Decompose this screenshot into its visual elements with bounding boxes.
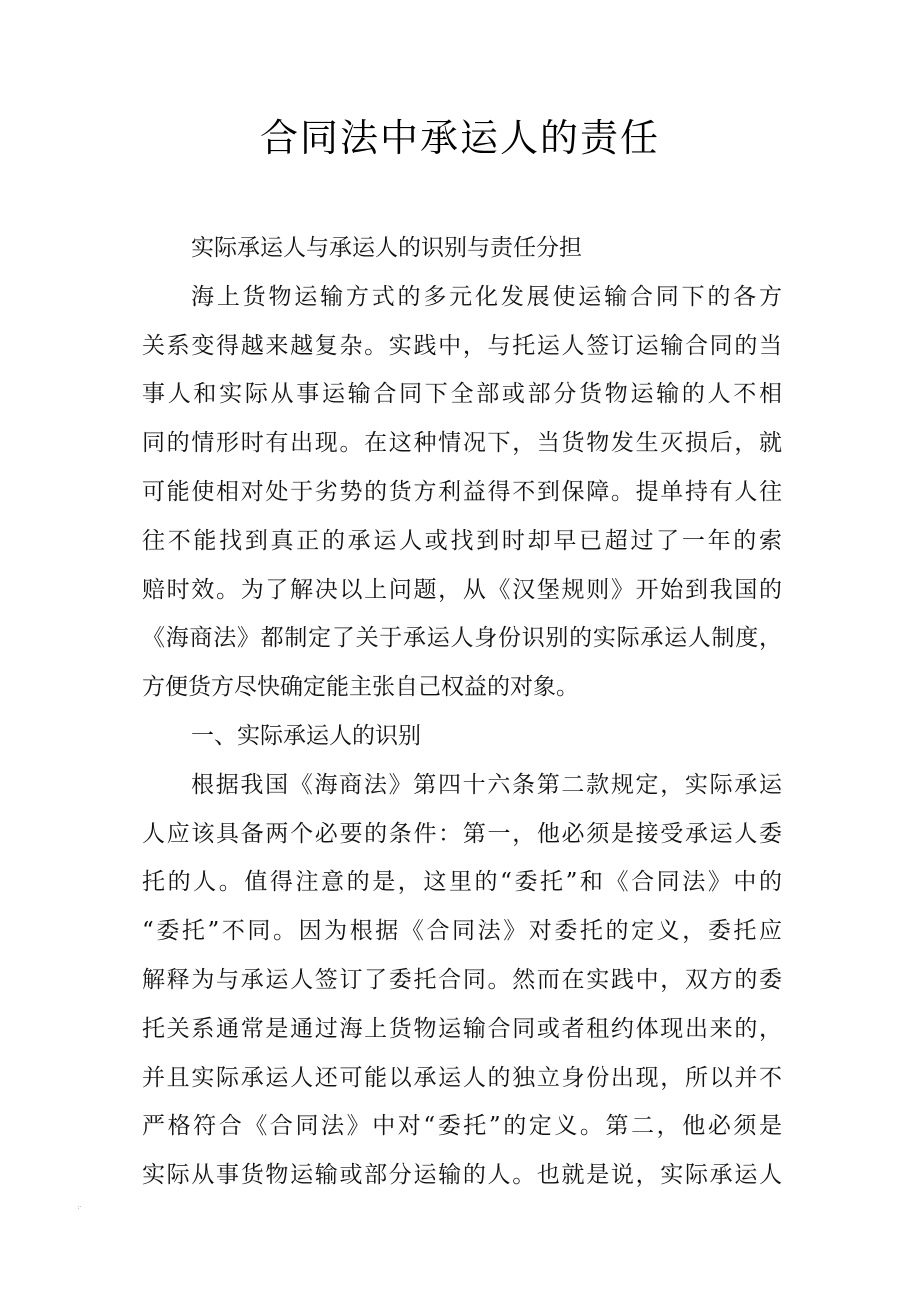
paragraph-line: 人应该具备两个必要的条件：第一，他必须是接受承运人委 xyxy=(142,820,782,847)
paragraph-line: 事人和实际从事运输合同下全部或部分货物运输的人不相 xyxy=(142,381,782,408)
paragraph-line: 托关系通常是通过海上货物运输合同或者租约体现出来的， xyxy=(142,1015,782,1042)
paragraph-line: 赔时效。为了解决以上问题，从《汉堡规则》开始到我国的 xyxy=(142,576,782,603)
paragraph-line: 方便货方尽快确定能主张自己权益的对象。 xyxy=(142,674,579,701)
paragraph-line: 严格符合《合同法》中对“委托”的定义。第二，他必须是 xyxy=(142,1113,782,1140)
paragraph-first-line: 根据我国《海商法》第四十六条第二款规定，实际承运 xyxy=(191,771,782,798)
document-title: 合同法中承运人的责任 xyxy=(259,116,660,160)
paragraph-line: 解释为与承运人签订了委托合同。然而在实践中，双方的委 xyxy=(142,966,782,993)
scan-artifact xyxy=(78,1206,81,1209)
paragraph-line: 并且实际承运人还可能以承运人的独立身份出现，所以并不 xyxy=(142,1064,782,1091)
paragraph-first-line: 一、实际承运人的识别 xyxy=(191,722,421,749)
paragraph-line: 《海商法》都制定了关于承运人身份识别的实际承运人制度， xyxy=(142,625,782,652)
paragraph-line: 往不能找到真正的承运人或找到时却早已超过了一年的索 xyxy=(142,527,782,554)
paragraph-line: 托的人。值得注意的是，这里的“委托”和《合同法》中的 xyxy=(142,869,782,896)
paragraph-line: “委托”不同。因为根据《合同法》对委托的定义，委托应 xyxy=(142,918,782,945)
paragraph-line: 同的情形时有出现。在这种情况下，当货物发生灭损后，就 xyxy=(142,430,782,457)
paragraph-first-line: 实际承运人与承运人的识别与责任分担 xyxy=(191,235,582,261)
paragraph-line: 关系变得越来越复杂。实践中，与托运人签订运输合同的当 xyxy=(142,332,782,359)
paragraph-line: 可能使相对处于劣势的货方利益得不到保障。提单持有人往 xyxy=(142,478,782,505)
paragraph-line: 实际从事货物运输或部分运输的人。也就是说，实际承运人 xyxy=(142,1162,782,1189)
document-body xyxy=(142,224,782,1200)
paragraph-first-line: 海上货物运输方式的多元化发展使运输合同下的各方 xyxy=(191,283,782,310)
